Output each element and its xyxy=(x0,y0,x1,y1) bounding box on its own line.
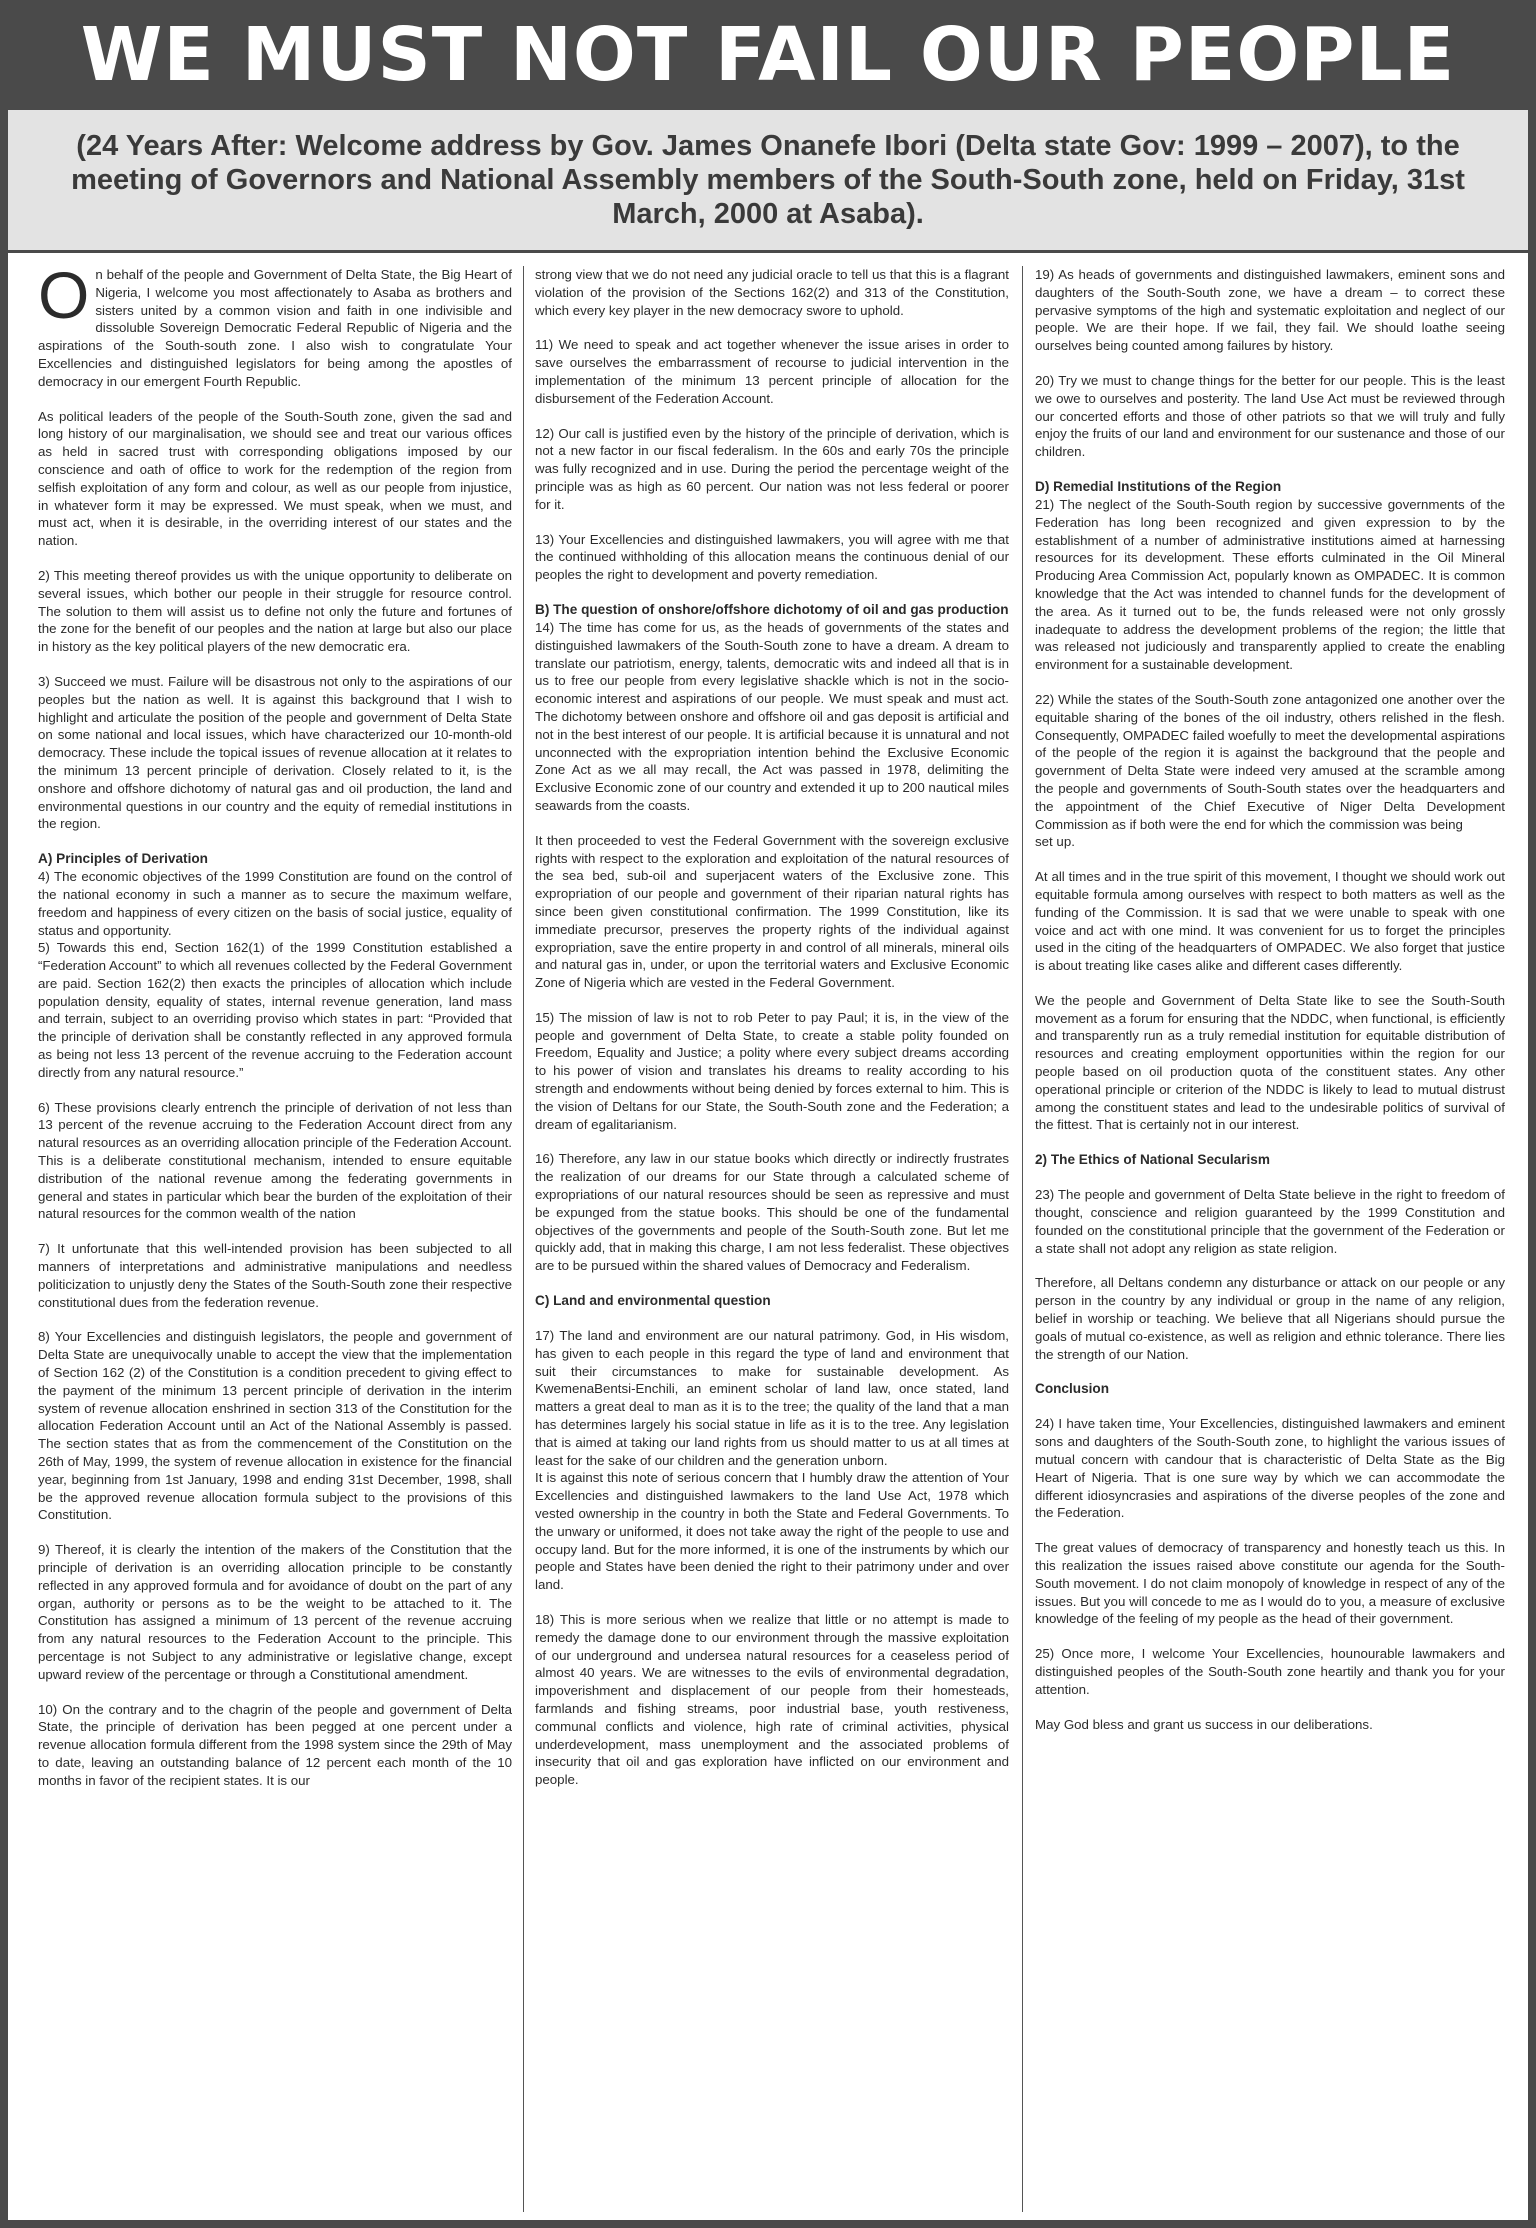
headline-banner xyxy=(8,0,1528,110)
newspaper-page xyxy=(8,0,1528,2220)
paragraph: 3) Succeed we must. Failure will be disastrous not only to the aspirations of our peoples but the nation as well. It is against this background that I wish to highlight and articulate the position of the people and government of Delta State on some national and local issues, which have characterized our 10-month-old democracy. These include the topical issues of revenue allocation at it relates to the minimum 13 percent principle of derivation. Closely related to it, is the onshore and offshore dichotomy of natural gas and oil production, the land and environmental questions in our country and the equity of remedial institutions in the region. xyxy=(38,673,512,832)
paragraph: 9) Thereof, it is clearly the intention of the makers of the Constitution that the principle of derivation is an overriding allocation principle to be constantly reflected in any approved formula and for avoidance of doubt on the part of any organ, authority or persons as to be the weight to be attached to it. The Constitution has assigned a minimum of 13 percent of the revenue accruing from any natural resources to the Federation Account to the principle. This percentage is not Subject to any administrative or legislative change, except upward review of the percentage or through a Constitutional amendment. xyxy=(38,1542,512,1682)
subtitle-box xyxy=(8,110,1528,253)
section-heading: B) The question of onshore/offshore dichotomy of oil and gas production xyxy=(535,601,1009,617)
paragraph: Therefore, all Deltans condemn any disturbance or attack on our people or any person in the country by any individual or group in the name of any religion, belief in worship or teaching. We believe that all Nigerians should pursue the goals of mutual co-existence, as well as religion and ethnic tolerance. There lies the strength of our Nation. xyxy=(1035,1275,1505,1362)
paragraph: It is against this note of serious concern that I humbly draw the attention of Your Excellencies and distinguished lawmakers to the land Use Act, 1978 which vested ownership in the country in both the State and Federal Governments. To the unwary or uniformed, it does not take away the right of the people to use and occupy land. But for the more informed, it is one of the instruments by which our people and States have been denied the right to their patrimony under and over land. xyxy=(535,1470,1009,1593)
paragraph: 16) Therefore, any law in our statue books which directly or indirectly frustrates the realization of our dreams for our State through a calculated scheme of expropriations of our natural resources should be seen as repressive and must be expunged from the statue books. This should be one of the fundamental objectives of the governments and people of the South-South zone. But let me quickly add, that in making this charge, I am not less federalist. These objectives are to be pursued within the shared values of Democracy and Federalism. xyxy=(535,1151,1009,1274)
headline: WE MUST NOT FAIL OUR PEOPLE xyxy=(80,12,1456,98)
section-heading: 2) The Ethics of National Secularism xyxy=(1035,1152,1270,1168)
paragraph: 22) While the states of the South-South zone antagonized one another over the equitable sharing of the bones of the oil industry, others relished in the flesh. Consequently, OMPADEC failed woefully to meet the developmental aspirations of the people of the region it is against the background that the people and government of Delta State were indeed very amused at the scramble among the people and governments of South-South states over the headquarters and the appointment of the Chief Executive of Niger Delta Development Commission as if both were the end for which the commission was being xyxy=(1035,691,1505,832)
paragraph: 17) The land and environment are our natural patrimony. God, in His wisdom, has given to each people in this regard the type of land and environment that suit their circumstances to make for sustainable development. As KwemenaBentsi-Enchili, an eminent scholar of land law, once stated, land matters a great deal to man as it is to the tree; the quality of the land that a man has determines largely his social statue in life as it is to the tree. Any legislation that is aimed at taking our land rights from us should matter to us at all times at least for the sake of our children and the generation unborn. xyxy=(535,1328,1009,1468)
paragraph: 2) This meeting thereof provides us with the unique opportunity to deliberate on several issues, which bother our people in their struggle for resource control. The solution to them will assist us to define not only the future and fortunes of the zone for the benefit of our peoples and the nation at large but also our place in history as the key political players of the new democratic era. xyxy=(38,567,512,655)
paragraph: It then proceeded to vest the Federal Government with the sovereign exclusive rights with respect to the exploration and exploitation of the natural resources of the sea bed, sub-oil and superjacent waters of the Exclusive zone. This expropriation of our people and government of their riparian natural rights has since been given constitutional confirmation. The 1999 Constitution, like its immediate precursor, preserves the property rights of the individual against expropriation, save the entire property in and control of all minerals, mineral oils and natural gas in, under, or upon the territorial waters and Exclusive Economic Zone of Nigeria which are vested in the Federal Government. xyxy=(535,832,1009,991)
section-heading: A) Principles of Derivation xyxy=(38,851,208,867)
paragraph: 15) The mission of law is not to rob Peter to pay Paul; it is, in the view of the people and government of Delta State, to create a stable polity founded on Freedom, Equality and Justice; a polity where every subject dreams according to his power of vision and translates his dreams to reality according to his strength and endowments without being denied by forces external to him. This is the vision of Deltans for our State, the South-South zone and the Federation; a dream of egalitarianism. xyxy=(535,1009,1009,1132)
paragraph: 24) I have taken time, Your Excellencies, distinguished lawmakers and eminent sons and daughters of the South-South zone, to highlight the various issues of mutual concern with candour that is characteristic of Delta State as the Big Heart of Nigeria. That is one sure way by which we can accommodate the different idiosyncrasies and aspirations of the diverse peoples of the zone and the Federation. xyxy=(1035,1416,1505,1521)
paragraph: 5) Towards this end, Section 162(1) of the 1999 Constitution established a “Federation Account” to which all revenues collected by the Federal Government are paid. Section 162(2) then exacts the principles of allocation which include population density, equality of states, internal revenue generation, land mass and terrain, subject to an overriding proviso which states in part: “Provided that the principle of derivation shall be constantly reflected in any approved formula as being not less 13 percent of the revenue accruing to the Federation account directly from any natural resource.” xyxy=(38,940,512,1080)
paragraph: We the people and Government of Delta State like to see the South-South movement as a forum for ensuring that the NDDC, when functional, is efficiently and transparently run as a truly remedial institution for equitable distribution of resources and creating employment opportunities within the region for our people based on oil production quota of the constituent states. Any other operational principle or criterion of the NDDC is likely to lead to mutual distrust among the constituent states and lead to the undesirable politics of survival of the fittest. That is certainly not in our interest. xyxy=(1035,992,1505,1133)
paragraph: 11) We need to speak and act together whenever the issue arises in order to save ourselves the embarrassment of recourse to judicial intervention in the implementation of the minimum 13 percent principle of allocation for the disbursement of the Federation Account. xyxy=(535,337,1009,406)
paragraph: 18) This is more serious when we realize that little or no attempt is made to remedy the damage done to our environment through the massive exploitation of our underground and undersea natural resources for a ceaseless period of almost 40 years. We are witnesses to the evils of environmental degradation, impoverishment and displacement of our people from their homesteads, farmlands and fishing streams, poor industrial base, youth restiveness, communal conflicts and violence, high rate of criminal activities, physical underdevelopment, mass unemployment and the associated problems of insecurity that oil and gas exploration have inflicted on our environment and people. xyxy=(535,1612,1009,1788)
article-columns xyxy=(8,266,1528,2212)
column-divider xyxy=(1022,266,1023,2212)
paragraph: 21) The neglect of the South-South region by successive governments of the Federation has long been recognized and given expression to by the establishment of a number of administrative institutions aimed at harnessing resources for its development. These efforts culminated in the Oil Mineral Producing Area Commission Act, popularly known as OMPADEC. It is common knowledge that the Act was intended to channel funds for the development of the area. As it turned out to be, the funds released were not only grossly inadequate to address the development problems of the region; the little that was released not judiciously and transparently applied to create the enabling environment for a sustainable development. xyxy=(1035,496,1505,673)
paragraph: 19) As heads of governments and distinguished lawmakers, eminent sons and daughters of the South-South zone, we have a dream – to correct these pervasive symptoms of the high and systematic exploitation and neglect of our people. We are their hope. If we fail, they fail. We should loathe seeing ourselves being counted among failures by history. xyxy=(1035,267,1505,354)
drop-cap: O xyxy=(38,266,90,332)
paragraph-text: n behalf of the people and Government of Delta State, the Big Heart of Nigeria, I welcome you most affectionately to Asaba as brothers and sisters united by a common vision and faith in one indivisible and dissoluble Sovereign Democratic Federal Republic of Nigeria and the aspirations of the South-south zone. I also wish to congratulate Your Excellencies and distinguished legislators for being among the apostles of democracy in our emergent Fourth Republic. xyxy=(38,267,512,389)
paragraph: 6) These provisions clearly entrench the principle of derivation of not less than 13 percent of the revenue accruing to the Federation Account direct from any natural resources as an overriding allocation principle of the Federation Account. This is a deliberate constitutional mechanism, intended to ensure equitable distribution of the national revenue among the federating governments in general and states in particular which bear the burden of the exploitation of their natural resources for the common wealth of the nation xyxy=(38,1099,512,1222)
paragraph: 7) It unfortunate that this well-intended provision has been subjected to all manners of interpretations and administrative manipulations and needless politicization to unjustly deny the States of the South-South zone their respective constitutional dues from the federation revenue. xyxy=(38,1241,512,1310)
column-divider xyxy=(523,266,524,2212)
paragraph: 14) The time has come for us, as the heads of governments of the states and distinguished lawmakers of the South-South zone to have a dream. A dream to translate our patriotism, energy, talents, democratic wits and indeed all that is in us to free our people from every legislative shackle which is not in the socio-economic interest and aspirations of our people. We must speak and must act. The dichotomy between onshore and offshore oil and gas deposit is artificial and not in the best interest of our people. It is artificial because it is unnatural and not unconnected with the expropriation intention behind the Exclusive Economic Zone Act as we all may recall, the Act was passed in 1978, delimiting the Exclusive Economic zone of our country and extended it up to 200 nautical miles seawards from the coasts. xyxy=(535,619,1009,813)
paragraph: The great values of democracy of transparency and honestly teach us this. In this realization the issues raised above constitute our agenda for the South-South movement. I do not claim monopoly of knowledge in respect of any of the issues. But you will concede to me as I would do to you, a measure of exclusive knowledge of the feeling of my people as the head of their government. xyxy=(1035,1540,1505,1627)
paragraph: strong view that we do not need any judicial oracle to tell us that this is a flagrant violation of the provision of the Sections 162(2) and 313 of the Constitution, which every key player in the new democracy swore to uphold. xyxy=(535,267,1009,318)
paragraph xyxy=(38,266,512,391)
section-heading: D) Remedial Institutions of the Region xyxy=(1035,478,1282,494)
paragraph: At all times and in the true spirit of this movement, I thought we should work out equitable formula among ourselves with respect to both matters as well as the funding of the Commission. It is sad that we were unable to speak with one voice and act with one mind. It was convenient for us to forget the principles used in the citing of the headquarters of OMPADEC. We also forget that justice is about treating like cases alike and different cases differently. xyxy=(1035,869,1505,974)
paragraph: set up. xyxy=(1035,834,1075,850)
paragraph: May God bless and grant us success in our deliberations. xyxy=(1035,1716,1373,1732)
paragraph: 20) Try we must to change things for the better for our people. This is the least we owe to ourselves and posterity. The land Use Act must be reviewed through our concerted efforts and those of other patriots so that we will truly and fully enjoy the fruits of our land and environment for our sustenance and those of our children. xyxy=(1035,372,1505,460)
column-1 xyxy=(38,266,512,2212)
subtitle: (24 Years After: Welcome address by Gov. James Onanefe Ibori (Delta state Gov: 1999 – 2007), to the meeting of Governors and National Assembly members of the South-South zone, held on Friday, 31st March, 2000 at Asaba). xyxy=(71,130,1465,230)
paragraph: 8) Your Excellencies and distinguish legislators, the people and government of Delta State are unequivocally unable to accept the view that the implementation of Section 162 (2) of the Constitution is a condition precedent to giving effect to the payment of the minimum 13 percent principle of derivation in the interim system of revenue allocation enshrined in section 313 of the Constitution for the allocation Federation Account until an Act of the National Assembly is passed. The section states that as from the commencement of the Constitution on the 26th of May, 1999, the system of revenue allocation in existence for the financial year, beginning from 1st January, 1998 and ending 31st December, 1998, shall be the approved revenue allocation formula subject to the provisions of this Constitution. xyxy=(38,1329,512,1523)
paragraph: 10) On the contrary and to the chagrin of the people and government of Delta State, the principle of derivation has been pegged at one percent under a revenue allocation formula different from the 1998 system since the 29th of May to date, leaving an outstanding balance of 12 percent each month of the 10 months in favor of the recipient states. It is our xyxy=(38,1701,512,1788)
paragraph: 25) Once more, I welcome Your Excellencies, hounourable lawmakers and distinguished peoples of the South-South zone heartily and thank you for your attention. xyxy=(1035,1646,1505,1697)
section-heading: C) Land and environmental question xyxy=(535,1293,771,1309)
paragraph: 4) The economic objectives of the 1999 Constitution are found on the control of the national economy in such a manner as to secure the maximum welfare, freedom and happiness of every citizen on the basis of social justice, equality of status and opportunity. xyxy=(38,869,512,938)
paragraph: 23) The people and government of Delta State believe in the right to freedom of thought, conscience and religion guaranteed by the 1999 Constitution and founded on the constitutional principle that the government of the Federation or a state shall not adopt any religion as state religion. xyxy=(1035,1187,1505,1256)
column-2 xyxy=(535,266,1009,2212)
paragraph: As political leaders of the people of the South-South zone, given the sad and long history of our marginalisation, we should see and treat our various offices as held in sacred trust with corresponding obligations imposed by our conscience and oath of office to work for the redemption of the region from selfish exploitation of any form and colour, as well as our people from injustice, in whatever form it may be expressed. We must speak, when we must, and must act, when it is desirable, in the overriding interest of our states and the nation. xyxy=(38,408,512,549)
paragraph: 13) Your Excellencies and distinguished lawmakers, you will agree with me that the continued withholding of this allocation means the continuous denial of our peoples the right to development and poverty remediation. xyxy=(535,531,1009,583)
section-heading: Conclusion xyxy=(1035,1381,1110,1397)
column-3 xyxy=(1035,266,1505,2212)
paragraph: 12) Our call is justified even by the history of the principle of derivation, which is not a new factor in our fiscal federalism. In the 60s and early 70s the principle was fully recognized and in use. During the period the percentage weight of the principle was as high as 60 percent. Our nation was not less federal or poorer for it. xyxy=(535,425,1009,512)
